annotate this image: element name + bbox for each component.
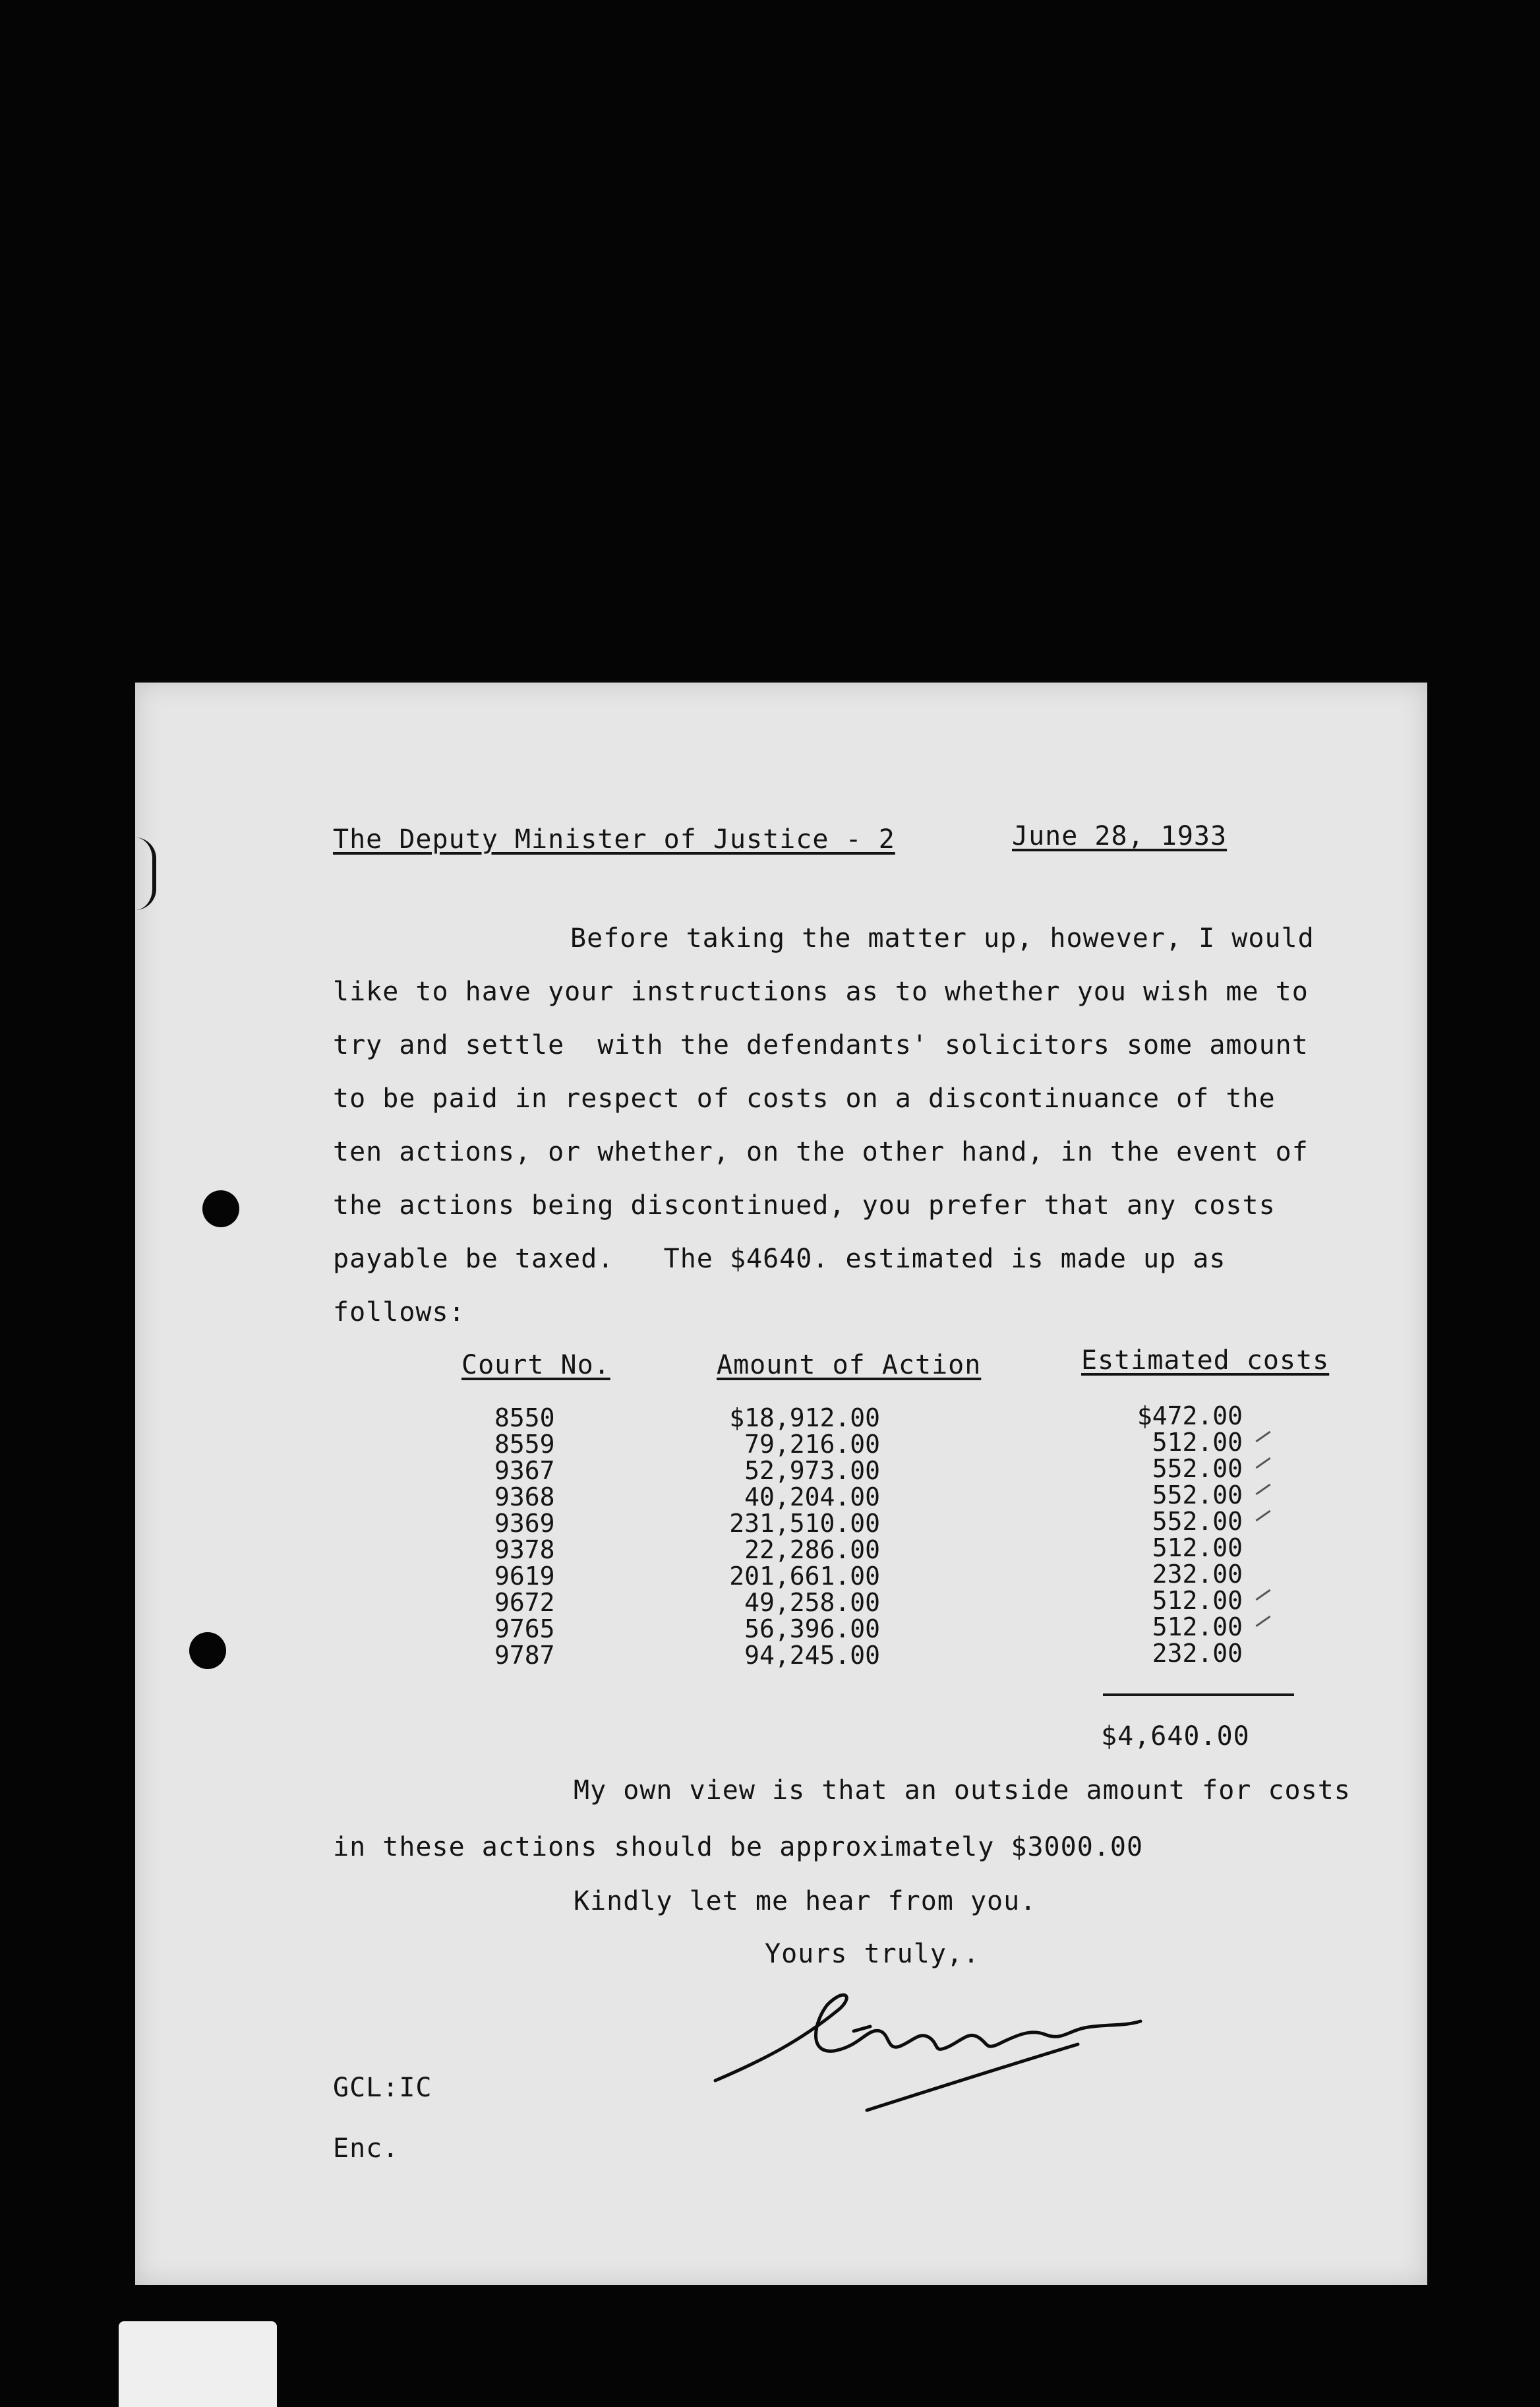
typist-initials: GCL:IC — [333, 2073, 432, 2103]
court-no-cell: 9787 — [494, 1641, 555, 1670]
paragraph-line: My own view is that an outside amount for costs — [574, 1775, 1351, 1806]
column-header-court-no: Court No. — [461, 1350, 610, 1380]
estimated-cost-cell: 512.00 — [1152, 1533, 1243, 1562]
check-tick — [1255, 1431, 1270, 1442]
punch-hole-top — [202, 1190, 239, 1227]
court-no-cell: 9367 — [494, 1456, 555, 1485]
paragraph-line: try and settle with the defendants' solicitors some amount — [333, 1030, 1309, 1060]
estimated-cost-cell: 512.00 — [1152, 1612, 1243, 1641]
column-header-estimated-costs: Estimated costs — [1081, 1345, 1330, 1376]
paragraph-line: the actions being discontinued, you prefer that any costs — [333, 1190, 1276, 1221]
estimated-cost-cell: 232.00 — [1152, 1560, 1243, 1589]
paragraph-line: ten actions, or whether, on the other hand, in the event of — [333, 1137, 1309, 1167]
column-header-amount: Amount of Action — [717, 1350, 982, 1380]
court-no-cell: 9378 — [494, 1535, 555, 1564]
amount-cell: 49,258.00 — [744, 1588, 880, 1617]
enclosure-note: Enc. — [333, 2133, 400, 2164]
film-label-tab — [119, 2321, 277, 2407]
amount-cell: 79,216.00 — [744, 1430, 880, 1459]
amount-cell: $18,912.00 — [729, 1403, 880, 1432]
check-tick — [1255, 1484, 1270, 1495]
paragraph-line: in these actions should be approximately $3000.00 — [333, 1832, 1144, 1862]
letter-header-date: June 28, 1933 — [1012, 821, 1228, 851]
court-no-cell: 8559 — [494, 1430, 555, 1459]
paragraph-line: like to have your instructions as to whether you wish me to — [333, 977, 1309, 1007]
estimated-cost-cell: $472.00 — [1137, 1401, 1243, 1430]
clip-mark — [135, 838, 156, 910]
salutation: Yours truly,. — [765, 1939, 980, 1969]
amount-cell: 231,510.00 — [729, 1509, 880, 1538]
amount-cell: 52,973.00 — [744, 1456, 880, 1485]
check-tick — [1255, 1616, 1270, 1627]
check-tick — [1255, 1589, 1270, 1600]
letter-header-recipient: The Deputy Minister of Justice - 2 — [333, 824, 895, 855]
handwritten-signature — [702, 1968, 1177, 2140]
amount-cell: 22,286.00 — [744, 1535, 880, 1564]
costs-total: $4,640.00 — [1101, 1721, 1250, 1752]
check-tick — [1255, 1457, 1270, 1469]
amount-cell: 56,396.00 — [744, 1614, 880, 1643]
estimated-cost-cell: 512.00 — [1152, 1586, 1243, 1615]
closing-request: Kindly let me hear from you. — [574, 1886, 1037, 1916]
amount-cell: 94,245.00 — [744, 1641, 880, 1670]
court-no-cell: 9369 — [494, 1509, 555, 1538]
court-no-cell: 9619 — [494, 1562, 555, 1591]
court-no-cell: 9672 — [494, 1588, 555, 1617]
punch-hole-bottom — [189, 1632, 226, 1669]
court-no-cell: 9765 — [494, 1614, 555, 1643]
amount-cell: 201,661.00 — [729, 1562, 880, 1591]
estimated-cost-cell: 552.00 — [1152, 1454, 1243, 1483]
estimated-cost-cell: 512.00 — [1152, 1428, 1243, 1457]
estimated-cost-cell: 232.00 — [1152, 1639, 1243, 1668]
amount-cell: 40,204.00 — [744, 1482, 880, 1511]
paragraph-line: to be paid in respect of costs on a discontinuance of the — [333, 1083, 1276, 1114]
paragraph-line: follows: — [333, 1297, 465, 1327]
estimated-cost-cell: 552.00 — [1152, 1507, 1243, 1536]
total-rule — [1103, 1693, 1294, 1696]
court-no-cell: 9368 — [494, 1482, 555, 1511]
paragraph-line: Before taking the matter up, however, I would — [570, 923, 1315, 954]
court-no-cell: 8550 — [494, 1403, 555, 1432]
paragraph-line: payable be taxed. The $4640. estimated is made up as — [333, 1244, 1226, 1274]
check-tick — [1255, 1510, 1270, 1521]
estimated-cost-cell: 552.00 — [1152, 1480, 1243, 1509]
letter-page — [135, 683, 1427, 2285]
